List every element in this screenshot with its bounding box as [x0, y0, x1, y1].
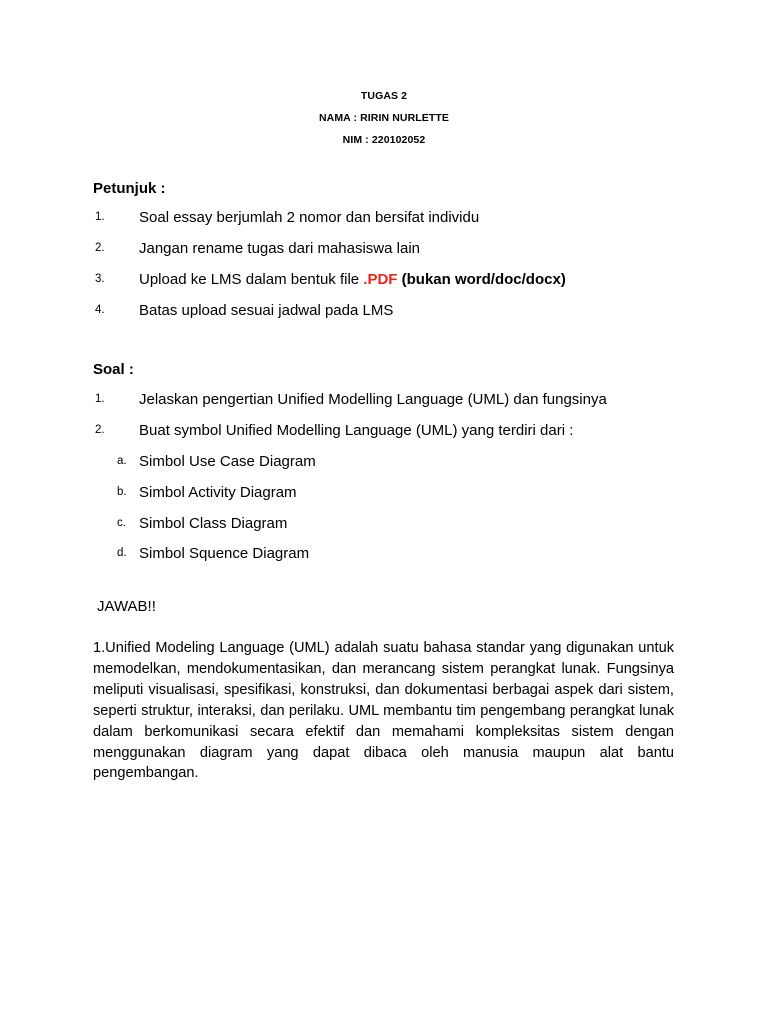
- list-letter: d.: [117, 547, 127, 559]
- list-text: Jelaskan pengertian Unified Modelling Language (UML) dan fungsinya: [139, 391, 607, 408]
- list-letter: b.: [117, 486, 127, 498]
- instruction-item: [0, 302, 768, 322]
- document-title: TUGAS 2: [360, 90, 408, 102]
- list-text: Simbol Activity Diagram: [139, 484, 297, 501]
- instruction-item: [0, 240, 768, 260]
- list-number: 2.: [95, 242, 105, 254]
- answer-heading: JAWAB!!: [97, 598, 156, 615]
- list-number: 4.: [95, 304, 105, 316]
- list-text: [139, 271, 566, 288]
- question-subitem: [0, 515, 768, 535]
- instructions-heading: Petunjuk :: [93, 180, 166, 197]
- list-number: 3.: [95, 273, 105, 285]
- list-text: Batas upload sesuai jadwal pada LMS: [139, 302, 394, 319]
- questions-heading: Soal :: [93, 361, 134, 378]
- list-number: 2.: [95, 424, 105, 436]
- format-note: (bukan word/doc/docx): [397, 271, 566, 288]
- list-text: Jangan rename tugas dari mahasiswa lain: [139, 240, 420, 257]
- student-nim: NIM : 220102052: [342, 134, 426, 146]
- upload-text: Upload ke LMS dalam bentuk file: [139, 271, 364, 288]
- list-text: Simbol Use Case Diagram: [139, 453, 316, 470]
- list-text: Buat symbol Unified Modelling Language (UML) yang terdiri dari :: [139, 422, 574, 439]
- question-item: [0, 422, 768, 442]
- question-subitem: [0, 545, 768, 565]
- list-letter: a.: [117, 455, 127, 467]
- student-name: NAMA : RIRIN NURLETTE: [318, 112, 450, 124]
- answer-paragraph: 1.Unified Modeling Language (UML) adalah suatu bahasa standar yang digunakan untuk memodelkan, mendokumentasikan, dan merancang sistem perangkat lunak. Fungsinya meliputi visualisasi, spesifikasi, konstruksi, dan dokumentasi berbagai aspek dari sistem, seperti struktur, interaksi, dan perilaku. UML membantu tim pengembang perangkat lunak dalam berkomunikasi secara efektif dan memahami kompleksitas sistem dengan menggunakan diagram yang dapat dibaca oleh manusia maupun alat bantu pengembangan.: [93, 640, 674, 782]
- pdf-format-highlight: .PDF: [363, 271, 398, 288]
- question-subitem: [0, 453, 768, 473]
- instruction-item: [0, 271, 768, 291]
- list-text: Simbol Squence Diagram: [139, 545, 310, 562]
- list-text: Soal essay berjumlah 2 nomor dan bersifat individu: [139, 209, 480, 226]
- instruction-item: [0, 209, 768, 229]
- list-letter: c.: [117, 517, 126, 529]
- question-subitem: [0, 484, 768, 504]
- list-number: 1.: [95, 211, 105, 223]
- list-text: Simbol Class Diagram: [139, 515, 288, 532]
- list-number: 1.: [95, 393, 105, 405]
- question-item: [0, 391, 768, 411]
